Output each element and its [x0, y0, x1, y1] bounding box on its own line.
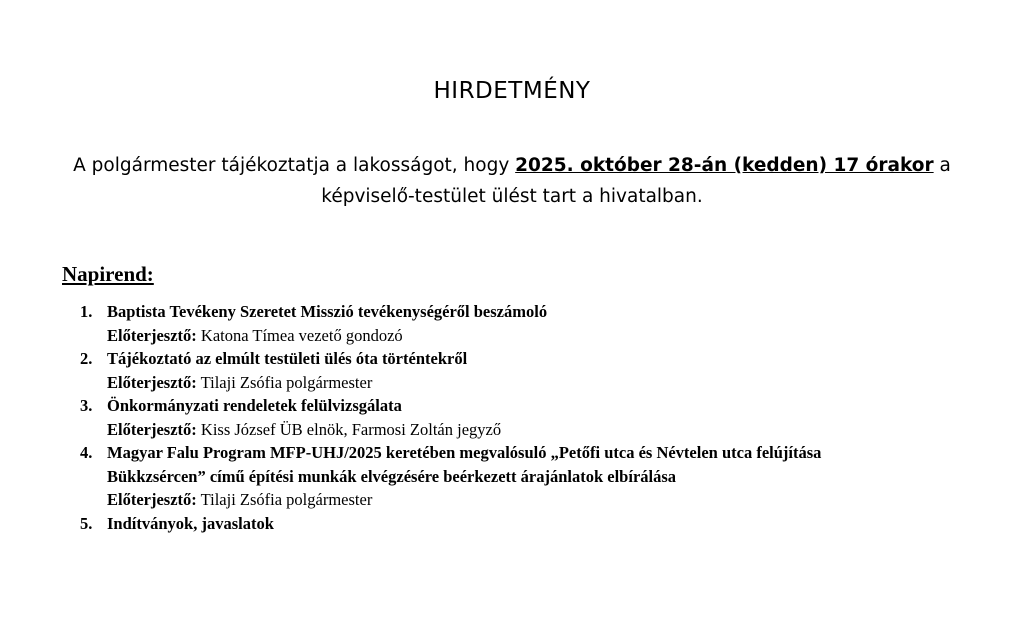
presenter-label: Előterjesztő:	[107, 490, 197, 509]
presenter-name: Katona Tímea vezető gondozó	[200, 325, 403, 345]
agenda-list	[80, 300, 970, 535]
announcement-second-line: képviselő-testület ülést tart a hivatalban.	[321, 186, 703, 207]
agenda-item-3	[80, 394, 970, 441]
agenda-item-presenter	[107, 488, 970, 512]
agenda-item-1	[80, 300, 970, 347]
agenda-item-number: 3.	[80, 396, 93, 415]
meeting-date: 2025. október 28-án (kedden) 17 órakor	[515, 155, 934, 176]
agenda-item-title: Indítványok, javaslatok	[107, 513, 274, 533]
presenter-label: Előterjesztő:	[107, 419, 197, 439]
agenda-item-title: Baptista Tevékeny Szeretet Misszió tevékenységéről beszámoló	[107, 302, 548, 321]
agenda-item-title: Tájékoztató az elmúlt testületi ülés óta történtekről	[107, 349, 468, 368]
agenda-item-title-line-2: Bükkzsércen” című építési munkák elvégzésére beérkezett árajánlatok elbírálása	[107, 466, 677, 486]
presenter-label: Előterjesztő:	[107, 325, 197, 345]
presenter-name: Tilaji Zsófia polgármester	[200, 372, 373, 392]
announcement-paragraph	[60, 150, 964, 212]
document-title: HIRDETMÉNY	[433, 78, 591, 104]
presenter-label: Előterjesztő:	[107, 372, 197, 392]
presenter-name: Tilaji Zsófia polgármester	[200, 490, 373, 509]
agenda-item-presenter	[107, 418, 970, 442]
agenda-item-number: 2.	[80, 349, 93, 368]
agenda-item-2	[80, 347, 970, 394]
agenda-item-title-line-1: Magyar Falu Program MFP-UHJ/2025 keretében megvalósuló „Petőfi utca és Névtelen utca felújítása	[107, 443, 822, 462]
agenda-item-number: 1.	[80, 302, 93, 321]
agenda-item-presenter	[107, 324, 970, 348]
agenda-item-title: Önkormányzati rendeletek felülvizsgálata	[107, 396, 402, 415]
presenter-name: Kiss József ÜB elnök, Farmosi Zoltán jegyző	[200, 419, 502, 439]
announcement-text-end: a	[933, 155, 951, 176]
agenda-item-presenter	[107, 371, 970, 395]
announcement-text-start: A polgármester tájékoztatja a lakosságot, hogy	[73, 155, 516, 176]
agenda-heading: Napirend:	[62, 262, 154, 286]
agenda-item-number: 4.	[80, 443, 93, 462]
agenda-item-4	[80, 441, 970, 512]
agenda-item-number: 5.	[80, 513, 93, 533]
agenda-item-5	[80, 512, 970, 536]
